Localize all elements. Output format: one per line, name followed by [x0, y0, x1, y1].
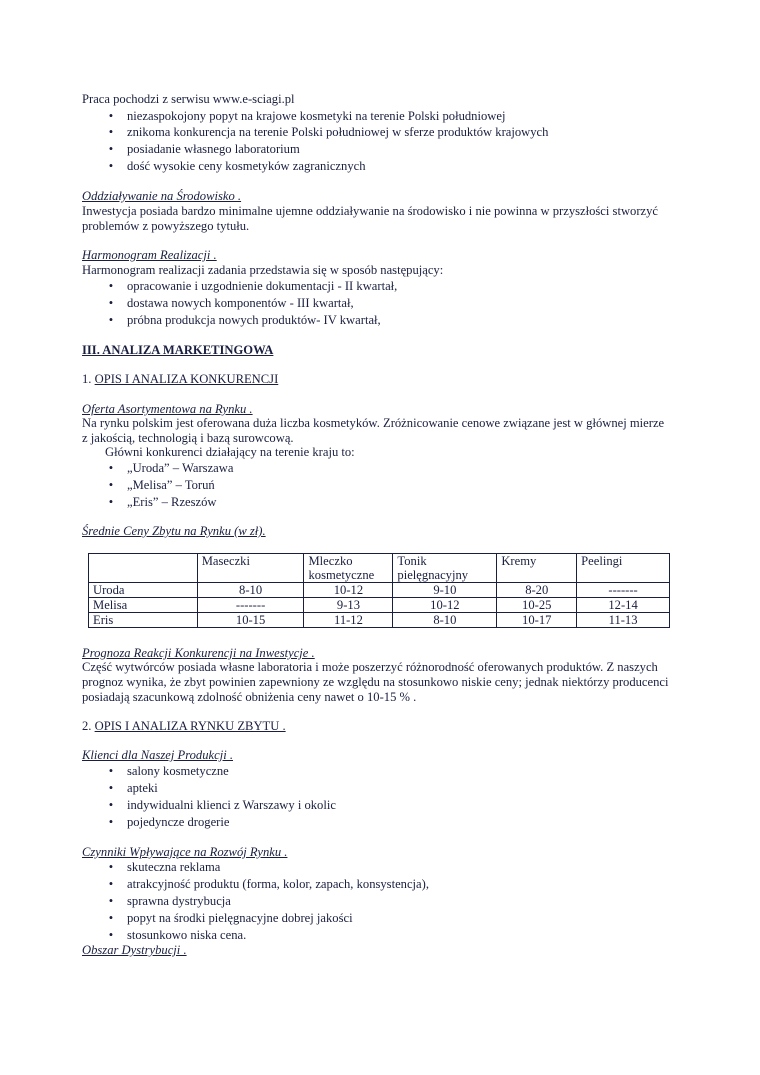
competitors-intro: Główni konkurenci działający na terenie kraju to:: [105, 445, 355, 459]
list-item: [0, 877, 760, 892]
table-cell: 12-14: [577, 598, 670, 613]
list-item-text: salony kosmetyczne: [127, 764, 229, 778]
list-item: [0, 109, 760, 124]
column-header-text: Maseczki: [201, 554, 250, 568]
table-cell: 10-12: [304, 583, 393, 598]
bullet-icon: •: [108, 109, 114, 123]
list-item: [0, 495, 760, 510]
list-item-text: opracowanie i uzgodnienie dokumentacji - II kwartał,: [127, 279, 398, 293]
market-title: [82, 719, 286, 734]
bullet-icon: •: [108, 461, 114, 475]
offer-text: z jakością, technologią i bazą surowcową.: [82, 431, 294, 445]
distribution-heading: Obszar Dystrybucji .: [82, 943, 187, 957]
table-corner-cell: [89, 554, 198, 583]
column-header: [197, 554, 304, 583]
schedule-intro: Harmonogram realizacji zadania przedstawia się w sposób następujący:: [82, 263, 444, 277]
list-item-text: znikoma konkurencja na terenie Polski południowej w sferze produktów krajowych: [127, 125, 549, 139]
table-cell: 8-10: [393, 613, 497, 628]
factors-heading: Czynniki Wpływające na Rozwój Rynku .: [82, 845, 288, 859]
source-line: Praca pochodzi z serwisu www.e-sciagi.pl: [82, 92, 295, 106]
column-header-text: Kremy: [501, 554, 537, 568]
list-item: [0, 279, 760, 294]
forecast-heading: Prognoza Reakcji Konkurencji na Inwestycje .: [82, 646, 315, 660]
column-header-text: Tonik: [397, 554, 427, 568]
list-item-text: próbna produkcja nowych produktów- IV kwartał,: [127, 313, 381, 327]
bullet-icon: •: [108, 877, 114, 891]
forecast-text: posiadają szacunkową zdolność obniżenia ceny nawet o 10-15 % .: [82, 690, 417, 704]
bullet-icon: •: [108, 478, 114, 492]
table-cell: 10-12: [393, 598, 497, 613]
section-number: 1.: [82, 372, 92, 386]
forecast-text: Część wytwórców posiada własne laboratoria i może poszerzyć różnorodność oferowanych produktów. Z naszych: [82, 660, 658, 674]
bullet-icon: •: [108, 781, 114, 795]
environment-text: problemów z powyższego tytułu.: [82, 219, 250, 233]
list-item-text: dość wysokie ceny kosmetyków zagranicznych: [127, 159, 366, 173]
column-header: [497, 554, 577, 583]
bullet-icon: •: [108, 798, 114, 812]
table-cell: 9-13: [304, 598, 393, 613]
bullet-icon: •: [108, 142, 114, 156]
column-header-text: kosmetyczne: [308, 568, 375, 582]
price-table: [88, 553, 670, 628]
bullet-icon: •: [108, 911, 114, 925]
list-item: [0, 296, 760, 311]
list-item: [0, 461, 760, 476]
table-cell: 11-12: [304, 613, 393, 628]
environment-text: Inwestycja posiada bardzo minimalne ujemne oddziaływanie na środowisko i nie powinna w przyszłości stworzyć: [82, 204, 659, 218]
row-label: Melisa: [89, 598, 198, 613]
bullet-icon: •: [108, 296, 114, 310]
environment-heading: Oddziaływanie na Środowisko .: [82, 189, 242, 203]
table-cell: 8-20: [497, 583, 577, 598]
list-item-text: „Uroda” – Warszawa: [127, 461, 234, 475]
list-item-text: apteki: [127, 781, 158, 795]
list-item: [0, 815, 760, 830]
bullet-icon: •: [108, 125, 114, 139]
table-cell: 9-10: [393, 583, 497, 598]
list-item-text: „Eris” – Rzeszów: [127, 495, 217, 509]
list-item: [0, 142, 760, 157]
list-item: [0, 860, 760, 875]
list-item: [0, 798, 760, 813]
column-header: [577, 554, 670, 583]
schedule-heading: Harmonogram Realizacji .: [82, 248, 217, 262]
list-item-text: dostawa nowych komponentów - III kwartał,: [127, 296, 354, 310]
list-item-text: skuteczna reklama: [127, 860, 221, 874]
offer-heading: Oferta Asortymentowa na Rynku .: [82, 402, 253, 416]
bullet-icon: •: [108, 815, 114, 829]
list-item-text: posiadanie własnego laboratorium: [127, 142, 300, 156]
section-number: 2.: [82, 719, 92, 733]
list-item-text: atrakcyjność produktu (forma, kolor, zapach, konsystencja),: [127, 877, 429, 891]
table-cell: 10-25: [497, 598, 577, 613]
table-cell: -------: [197, 598, 304, 613]
bullet-icon: •: [108, 495, 114, 509]
bullet-icon: •: [108, 159, 114, 173]
table-row: [89, 613, 670, 628]
column-header: [304, 554, 393, 583]
clients-heading: Klienci dla Naszej Produkcji .: [82, 748, 233, 762]
list-item-text: „Melisa” – Toruń: [127, 478, 215, 492]
list-item: [0, 894, 760, 909]
offer-text: Na rynku polskim jest oferowana duża liczba kosmetyków. Zróżnicowanie cenowe związane jest w głównej mierze: [82, 416, 665, 430]
list-item-text: popyt na środki pielęgnacyjne dobrej jakości: [127, 911, 353, 925]
list-item: [0, 928, 760, 943]
section-title-text: OPIS I ANALIZA KONKURENCJI: [94, 372, 279, 386]
list-item: [0, 478, 760, 493]
table-row: [89, 583, 670, 598]
list-item: [0, 159, 760, 174]
list-item-text: stosunkowo niska cena.: [127, 928, 247, 942]
prices-heading: Średnie Ceny Zbytu na Rynku (w zł).: [82, 524, 266, 538]
list-item: [0, 313, 760, 328]
list-item: [0, 764, 760, 779]
list-item: [0, 911, 760, 926]
row-label: Eris: [89, 613, 198, 628]
table-header-row: [89, 554, 670, 583]
list-item-text: niezaspokojony popyt na krajowe kosmetyki na terenie Polski południowej: [127, 109, 506, 123]
bullet-icon: •: [108, 313, 114, 327]
forecast-text: prognoz wynika, że zbyt powinien zapewniony ze względu na stosunkowo niskie ceny; jednak niektórzy producenci: [82, 675, 669, 689]
table-cell: -------: [577, 583, 670, 598]
competition-title: [82, 372, 278, 387]
column-header: [393, 554, 497, 583]
section-title-text: OPIS I ANALIZA RYNKU ZBYTU .: [94, 719, 286, 733]
bullet-icon: •: [108, 279, 114, 293]
list-item-text: pojedyncze drogerie: [127, 815, 230, 829]
table-cell: 11-13: [577, 613, 670, 628]
section-title: III. ANALIZA MARKETINGOWA: [82, 343, 274, 357]
bullet-icon: •: [108, 764, 114, 778]
column-header-text: pielęgnacyjny: [397, 568, 469, 582]
column-header-text: Peelingi: [581, 554, 623, 568]
table-cell: 10-17: [497, 613, 577, 628]
list-item-text: sprawna dystrybucja: [127, 894, 231, 908]
table-cell: 10-15: [197, 613, 304, 628]
bullet-icon: •: [108, 860, 114, 874]
row-label: Uroda: [89, 583, 198, 598]
table-row: [89, 598, 670, 613]
column-header-text: Mleczko: [308, 554, 353, 568]
list-item: [0, 781, 760, 796]
list-item: [0, 125, 760, 140]
bullet-icon: •: [108, 928, 114, 942]
table-cell: 8-10: [197, 583, 304, 598]
bullet-icon: •: [108, 894, 114, 908]
list-item-text: indywidualni klienci z Warszawy i okolic: [127, 798, 336, 812]
